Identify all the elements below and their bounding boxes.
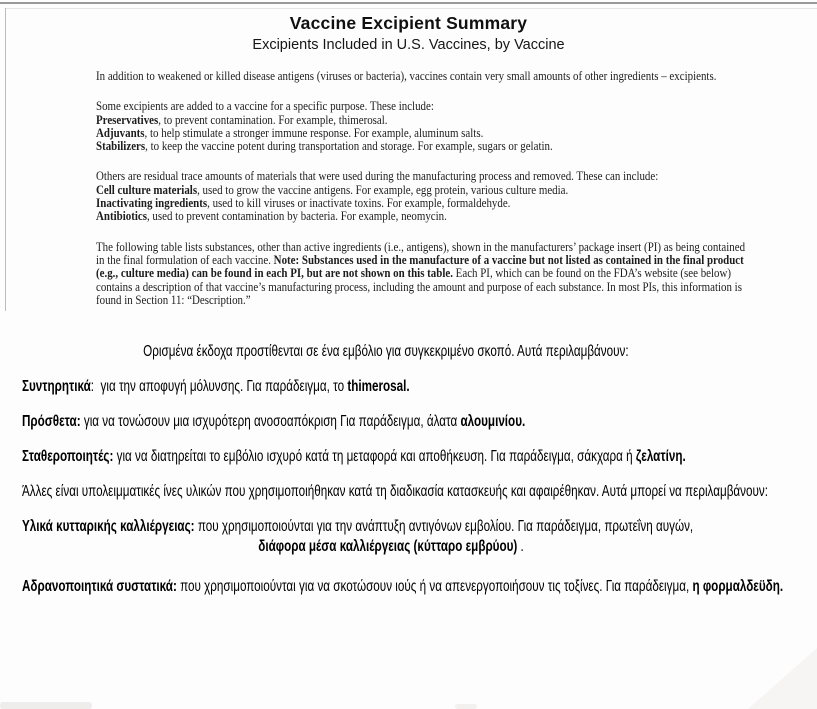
text-segment: , used to grow the vaccine antigens. For example, egg protein, various culture media. bbox=[197, 181, 569, 197]
greek-heading bbox=[143, 343, 817, 361]
text-segment: , to keep the vaccine potent during transportation and storage. For example, sugars or gelatin. bbox=[145, 138, 553, 154]
page-subtitle: Excipients Included in U.S. Vaccines, by Vaccine bbox=[252, 37, 565, 53]
greek-item-cell-culture-continued bbox=[22, 538, 760, 556]
greek-item-cell-culture bbox=[22, 518, 817, 536]
text-segment: η φορμαλδεϋδη. bbox=[692, 578, 784, 595]
text-segment: Adjuvants bbox=[96, 124, 145, 140]
greek-residual-lead bbox=[22, 483, 817, 501]
text-segment: για να διατηρείται το εμβόλιο ισχυρό κατά τη μεταφορά και αποθήκευση. Για παράδειγμα, σάκχαρα ή bbox=[113, 448, 636, 465]
scan-smudge-bottom-right bbox=[748, 648, 817, 709]
text-segment: διάφορα μέσα καλλιέργειας (κύτταρο εμβρύου) bbox=[258, 538, 518, 555]
text-segment: In addition to weakened or killed disease antigens (viruses or bacteria), vaccines contain very small amounts of other ingredients – excipients. bbox=[96, 68, 717, 83]
text-segment: , to prevent contamination. For example, thimerosal. bbox=[158, 111, 388, 127]
residual-item-cell-culture bbox=[96, 183, 747, 196]
text-segment: Πρόσθετα: bbox=[22, 413, 81, 430]
text-segment: Σταθεροποιητές: bbox=[22, 448, 114, 465]
purpose-lead bbox=[96, 99, 747, 112]
table-note-text bbox=[96, 240, 747, 306]
text-segment: Inactivating ingredients bbox=[96, 195, 208, 211]
greek-item-adjuvants bbox=[22, 413, 817, 431]
greek-body bbox=[22, 335, 817, 596]
text-segment: , to help stimulate a stronger immune response. For example, aluminum salts. bbox=[144, 124, 484, 140]
english-body bbox=[96, 69, 747, 306]
text-segment: Stabilizers bbox=[96, 138, 146, 154]
text-segment: Antibiotics bbox=[96, 208, 147, 224]
page-title: Vaccine Excipient Summary bbox=[289, 13, 528, 33]
text-segment: Others are residual trace amounts of materials that were used during the manufacturing process and removed. These can include: bbox=[96, 168, 659, 184]
text-segment: Each PI, which can be found on the FDA’s website (see below) contains a description of that vaccine’s manufacturing process, including the amount and purpose of each substance. In most PIs, this information is found in Section 11: “Description.” bbox=[96, 265, 742, 307]
residual-lead bbox=[96, 169, 747, 182]
text-segment: thimerosal. bbox=[347, 378, 410, 395]
residual-item-inactivating bbox=[96, 196, 747, 209]
scan-edge-left-line bbox=[5, 8, 6, 311]
text-segment: για να τονώσουν μια ισχυρότερη ανοσοαπόκριση Για παράδειγμα, άλατα bbox=[80, 413, 461, 430]
text-segment: Συντηρητικά bbox=[22, 378, 91, 395]
purpose-paragraph bbox=[96, 99, 747, 152]
text-segment: Αδρανοποιητικά συστατικά: bbox=[22, 578, 177, 595]
text-segment: Some excipients are added to a vaccine for a specific purpose. These include: bbox=[96, 98, 434, 114]
greek-item-stabilizers bbox=[22, 448, 817, 466]
purpose-item-preservatives bbox=[96, 113, 747, 126]
table-note-paragraph bbox=[96, 240, 747, 306]
text-segment: Cell culture materials bbox=[96, 181, 198, 197]
residual-item-antibiotics bbox=[96, 209, 747, 222]
purpose-item-adjuvants bbox=[96, 126, 747, 139]
intro-paragraph bbox=[96, 69, 747, 82]
text-segment: που χρησιμοποιούνται για την ανάπτυξη αντιγόνων εμβολίου. Για παράδειγμα, πρωτεΐνη αυγών, bbox=[194, 518, 694, 535]
scan-smudge-bottom-left bbox=[0, 702, 92, 709]
text-segment: , used to kill viruses or inactivate toxins. For example, formaldehyde. bbox=[207, 195, 511, 211]
text-segment: Υλικά κυτταρικής καλλιέργειας: bbox=[22, 518, 195, 535]
text-segment: Άλλες είναι υπολειμματικές ίνες υλικών που χρησιμοποιήθηκαν κατά τη διαδικασία κατασκευής και αφαιρέθηκαν. Αυτά μπορεί να περιλαμβάνουν: bbox=[22, 483, 768, 500]
greek-item-inactivating bbox=[22, 578, 817, 596]
text-segment: που χρησιμοποιούνται για να σκοτώσουν ιούς ή να απενεργοποιήσουν τις τοξίνες. Για παράδειγμα, bbox=[176, 578, 693, 595]
residual-paragraph bbox=[96, 169, 747, 222]
scan-edge-top-faint-line bbox=[5, 8, 817, 9]
text-segment: The following table lists substances, other than active ingredients (i.e., antigens), shown in the manufacturers’ package insert (PI) as being contained in the final formulation of each vaccine. bbox=[96, 238, 746, 267]
scan-edge-top-line bbox=[0, 2, 817, 4]
text-segment: , used to prevent contamination by bacteria. For example, neomycin. bbox=[146, 208, 447, 224]
text-segment: ζελατίνη. bbox=[635, 448, 686, 465]
text-segment: Note: Substances used in the manufacture of a vaccine but not listed as contained in the final product (e.g., culture media) can be found in each PI, but are not shown on this table. bbox=[96, 251, 744, 281]
text-segment: . bbox=[517, 538, 524, 555]
text-segment: αλουμινίου. bbox=[460, 413, 526, 430]
text-segment: Ορισμένα έκδοχα προστίθενται σε ένα εμβόλιο για συγκεκριμένο σκοπό. Αυτά περιλαμβάνουν: bbox=[143, 343, 629, 360]
paragraph-text bbox=[96, 69, 747, 82]
document-header bbox=[0, 13, 817, 53]
scan-smudge-bottom-middle bbox=[455, 704, 477, 709]
text-segment: Preservatives bbox=[96, 111, 159, 127]
greek-item-preservatives bbox=[22, 378, 817, 396]
text-segment: : για την αποφυγή μόλυνσης. Για παράδειγμα, το bbox=[90, 378, 348, 395]
purpose-item-stabilizers bbox=[96, 139, 747, 152]
